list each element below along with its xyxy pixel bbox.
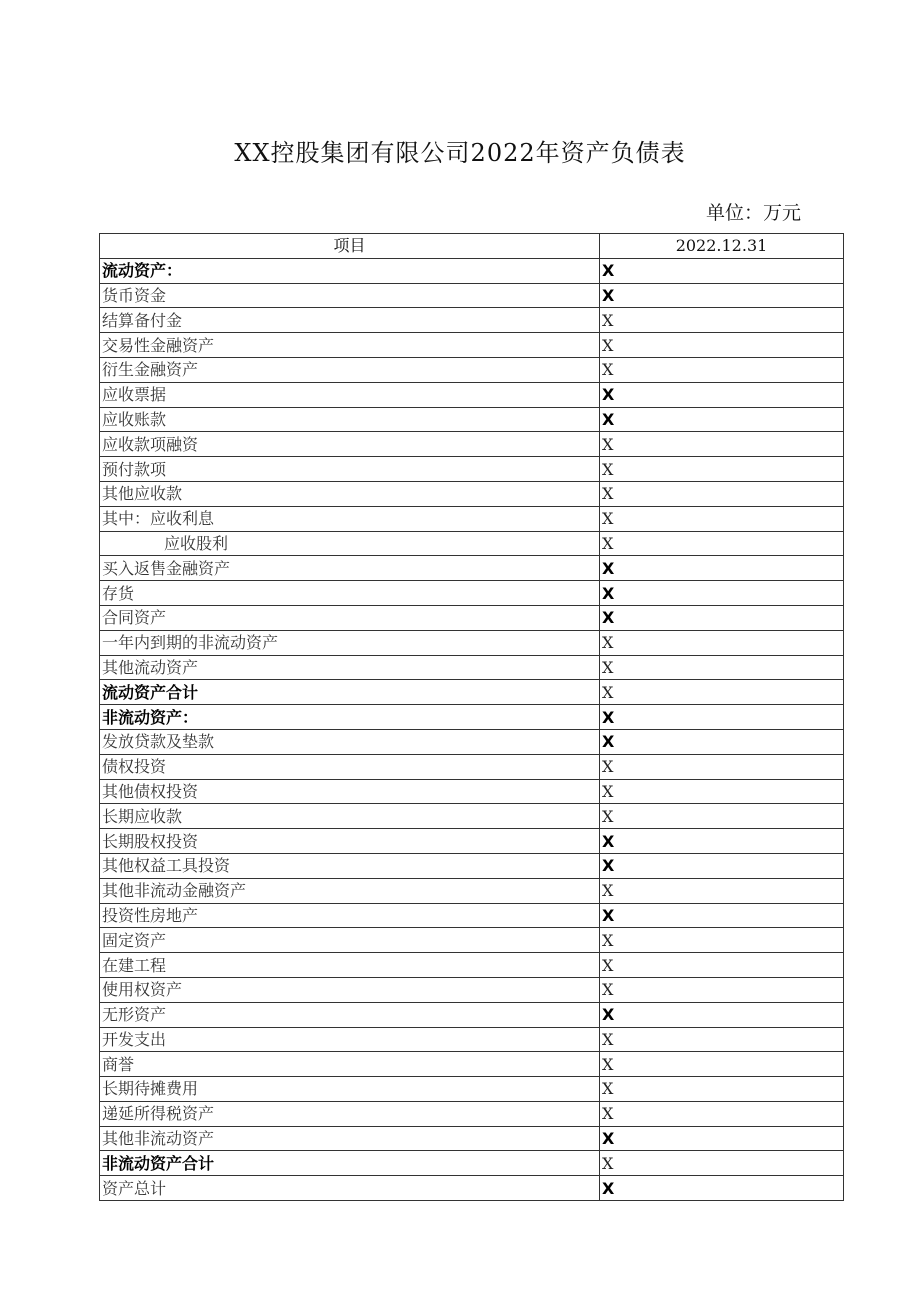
row-value: X bbox=[600, 581, 844, 606]
header-item: 项目 bbox=[100, 234, 600, 259]
row-label: 长期应收款 bbox=[100, 804, 600, 829]
row-value: X bbox=[600, 953, 844, 978]
row-value: X bbox=[600, 1176, 844, 1201]
row-label: 非流动资产合计 bbox=[100, 1151, 600, 1176]
row-label: 应收账款 bbox=[100, 407, 600, 432]
row-label: 交易性金融资产 bbox=[100, 333, 600, 358]
row-label: 应收股利 bbox=[100, 531, 600, 556]
table-row bbox=[100, 1002, 844, 1027]
row-value: X bbox=[600, 754, 844, 779]
table-header-row bbox=[100, 234, 844, 259]
row-label: 货币资金 bbox=[100, 283, 600, 308]
row-label: 流动资产： bbox=[100, 258, 600, 283]
row-label: 商誉 bbox=[100, 1052, 600, 1077]
row-label: 其他非流动资产 bbox=[100, 1126, 600, 1151]
row-label: 其他权益工具投资 bbox=[100, 853, 600, 878]
row-value: X bbox=[600, 283, 844, 308]
row-label: 开发支出 bbox=[100, 1027, 600, 1052]
row-label: 非流动资产： bbox=[100, 705, 600, 730]
row-label: 应收票据 bbox=[100, 382, 600, 407]
table-row bbox=[100, 283, 844, 308]
table-row bbox=[100, 581, 844, 606]
row-value: X bbox=[600, 1077, 844, 1102]
row-value: X bbox=[600, 605, 844, 630]
unit-label: 单位：万元 bbox=[705, 202, 801, 224]
table-row bbox=[100, 308, 844, 333]
header-date: 2022.12.31 bbox=[600, 234, 844, 259]
row-value: X bbox=[600, 531, 844, 556]
row-value: X bbox=[600, 1002, 844, 1027]
table-row bbox=[100, 1101, 844, 1126]
table-row bbox=[100, 605, 844, 630]
table-row bbox=[100, 630, 844, 655]
row-label: 应收款项融资 bbox=[100, 432, 600, 457]
table-row bbox=[100, 953, 844, 978]
table-row bbox=[100, 779, 844, 804]
row-label: 长期待摊费用 bbox=[100, 1077, 600, 1102]
table-row bbox=[100, 531, 844, 556]
row-value: X bbox=[600, 1027, 844, 1052]
row-value: X bbox=[600, 407, 844, 432]
row-value: X bbox=[600, 729, 844, 754]
row-label: 预付款项 bbox=[100, 457, 600, 482]
table-row bbox=[100, 506, 844, 531]
row-label: 买入返售金融资产 bbox=[100, 556, 600, 581]
row-value: X bbox=[600, 680, 844, 705]
table-row bbox=[100, 705, 844, 730]
row-label: 无形资产 bbox=[100, 1002, 600, 1027]
row-label: 合同资产 bbox=[100, 605, 600, 630]
table-row bbox=[100, 333, 844, 358]
row-value: X bbox=[600, 357, 844, 382]
row-value: X bbox=[600, 903, 844, 928]
row-label: 发放贷款及垫款 bbox=[100, 729, 600, 754]
table-row bbox=[100, 1151, 844, 1176]
table-row bbox=[100, 754, 844, 779]
row-value: X bbox=[600, 928, 844, 953]
table-row bbox=[100, 804, 844, 829]
row-label: 固定资产 bbox=[100, 928, 600, 953]
table-row bbox=[100, 357, 844, 382]
row-value: X bbox=[600, 878, 844, 903]
row-value: X bbox=[600, 1052, 844, 1077]
row-label: 其他应收款 bbox=[100, 481, 600, 506]
row-value: X bbox=[600, 481, 844, 506]
row-label: 资产总计 bbox=[100, 1176, 600, 1201]
table-row bbox=[100, 903, 844, 928]
row-value: X bbox=[600, 829, 844, 854]
table-row bbox=[100, 1052, 844, 1077]
row-label: 结算备付金 bbox=[100, 308, 600, 333]
table-row bbox=[100, 457, 844, 482]
table-row bbox=[100, 1176, 844, 1201]
row-label: 一年内到期的非流动资产 bbox=[100, 630, 600, 655]
table-row bbox=[100, 1027, 844, 1052]
row-value: X bbox=[600, 308, 844, 333]
row-value: X bbox=[600, 1126, 844, 1151]
table-row bbox=[100, 407, 844, 432]
row-value: X bbox=[600, 382, 844, 407]
table-body bbox=[100, 258, 844, 1200]
row-value: X bbox=[600, 655, 844, 680]
table-row bbox=[100, 878, 844, 903]
row-label: 递延所得税资产 bbox=[100, 1101, 600, 1126]
row-value: X bbox=[600, 1151, 844, 1176]
row-value: X bbox=[600, 333, 844, 358]
row-label: 流动资产合计 bbox=[100, 680, 600, 705]
table-row bbox=[100, 729, 844, 754]
row-value: X bbox=[600, 804, 844, 829]
row-value: X bbox=[600, 705, 844, 730]
row-value: X bbox=[600, 457, 844, 482]
table-row bbox=[100, 1077, 844, 1102]
table-row bbox=[100, 556, 844, 581]
row-label: 使用权资产 bbox=[100, 977, 600, 1002]
row-label: 其他非流动金融资产 bbox=[100, 878, 600, 903]
row-value: X bbox=[600, 1101, 844, 1126]
table-row bbox=[100, 829, 844, 854]
row-label: 其中：应收利息 bbox=[100, 506, 600, 531]
table-row bbox=[100, 1126, 844, 1151]
document-title: XX控股集团有限公司2022年资产负债表 bbox=[234, 139, 686, 167]
row-label: 其他债权投资 bbox=[100, 779, 600, 804]
table-row bbox=[100, 382, 844, 407]
balance-sheet-table bbox=[99, 233, 844, 1201]
row-value: X bbox=[600, 258, 844, 283]
row-label: 存货 bbox=[100, 581, 600, 606]
row-value: X bbox=[600, 977, 844, 1002]
row-label: 其他流动资产 bbox=[100, 655, 600, 680]
row-label: 债权投资 bbox=[100, 754, 600, 779]
row-label: 投资性房地产 bbox=[100, 903, 600, 928]
row-value: X bbox=[600, 853, 844, 878]
row-label: 长期股权投资 bbox=[100, 829, 600, 854]
row-value: X bbox=[600, 506, 844, 531]
table-row bbox=[100, 655, 844, 680]
row-label: 衍生金融资产 bbox=[100, 357, 600, 382]
table-row bbox=[100, 928, 844, 953]
row-value: X bbox=[600, 630, 844, 655]
table-row bbox=[100, 680, 844, 705]
table-row bbox=[100, 977, 844, 1002]
table-row bbox=[100, 481, 844, 506]
table-row bbox=[100, 258, 844, 283]
row-value: X bbox=[600, 432, 844, 457]
row-value: X bbox=[600, 556, 844, 581]
row-value: X bbox=[600, 779, 844, 804]
table-row bbox=[100, 853, 844, 878]
row-label: 在建工程 bbox=[100, 953, 600, 978]
table-row bbox=[100, 432, 844, 457]
